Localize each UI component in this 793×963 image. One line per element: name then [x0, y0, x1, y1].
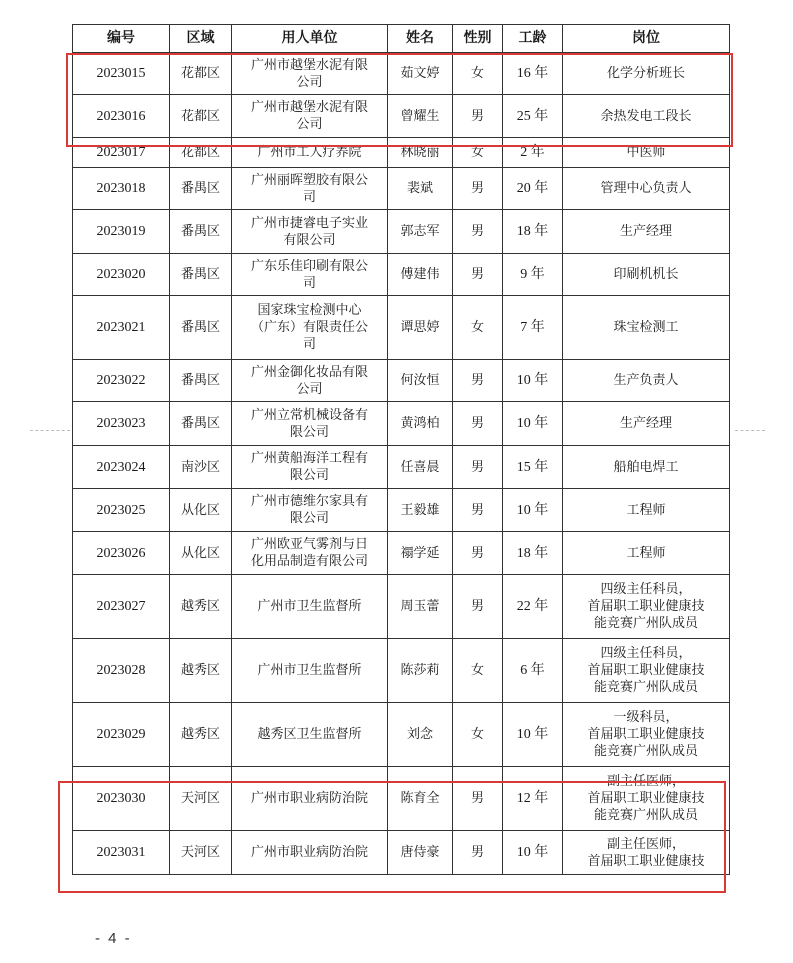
cell-district: 越秀区 — [170, 703, 232, 767]
cell-name: 王毅雄 — [388, 489, 453, 532]
scan-artifact — [735, 430, 765, 439]
cell-code: 2023021 — [73, 296, 170, 360]
cell-code: 2023019 — [73, 210, 170, 254]
cell-company: 广州黄船海洋工程有 限公司 — [232, 446, 388, 489]
cell-name: 刘念 — [388, 703, 453, 767]
table-row — [73, 639, 730, 703]
cell-district: 从化区 — [170, 532, 232, 575]
cell-role: 生产经理 — [563, 402, 730, 446]
cell-years: 15 年 — [503, 446, 563, 489]
header-gender: 性别 — [453, 25, 503, 53]
cell-gender: 男 — [453, 254, 503, 296]
cell-role: 船舶电焊工 — [563, 446, 730, 489]
cell-years: 9 年 — [503, 254, 563, 296]
cell-gender: 男 — [453, 575, 503, 639]
cell-district: 番禺区 — [170, 296, 232, 360]
cell-code: 2023018 — [73, 168, 170, 210]
cell-role: 化学分析班长 — [563, 53, 730, 95]
cell-years: 25 年 — [503, 95, 563, 138]
header-code: 编号 — [73, 25, 170, 53]
cell-district: 越秀区 — [170, 639, 232, 703]
cell-role: 印刷机机长 — [563, 254, 730, 296]
page-number: - 4 - — [95, 930, 132, 947]
cell-years: 2 年 — [503, 138, 563, 168]
table-row — [73, 138, 730, 168]
header-role: 岗位 — [563, 25, 730, 53]
cell-gender: 男 — [453, 831, 503, 875]
cell-company: 广州市越堡水泥有限 公司 — [232, 95, 388, 138]
cell-years: 10 年 — [503, 703, 563, 767]
cell-name: 黄鸿柏 — [388, 402, 453, 446]
cell-district: 番禺区 — [170, 254, 232, 296]
cell-name: 林晓丽 — [388, 138, 453, 168]
table-row — [73, 296, 730, 360]
table-row — [73, 767, 730, 831]
table-row — [73, 402, 730, 446]
table-header-row — [73, 25, 730, 53]
table-row — [73, 446, 730, 489]
cell-gender: 男 — [453, 402, 503, 446]
cell-district: 番禺区 — [170, 360, 232, 402]
scan-artifact — [30, 430, 70, 439]
cell-district: 从化区 — [170, 489, 232, 532]
cell-years: 10 年 — [503, 489, 563, 532]
cell-name: 唐侍豪 — [388, 831, 453, 875]
cell-company: 广州市职业病防治院 — [232, 831, 388, 875]
cell-code: 2023024 — [73, 446, 170, 489]
cell-code: 2023023 — [73, 402, 170, 446]
cell-company: 越秀区卫生监督所 — [232, 703, 388, 767]
cell-role: 管理中心负责人 — [563, 168, 730, 210]
header-name: 姓名 — [388, 25, 453, 53]
cell-name: 茹文婷 — [388, 53, 453, 95]
cell-role: 生产负责人 — [563, 360, 730, 402]
cell-role: 余热发电工段长 — [563, 95, 730, 138]
cell-years: 22 年 — [503, 575, 563, 639]
cell-years: 20 年 — [503, 168, 563, 210]
cell-code: 2023030 — [73, 767, 170, 831]
cell-code: 2023015 — [73, 53, 170, 95]
cell-district: 花都区 — [170, 53, 232, 95]
cell-company: 广州市职业病防治院 — [232, 767, 388, 831]
table-row — [73, 168, 730, 210]
cell-gender: 男 — [453, 360, 503, 402]
table-row — [73, 210, 730, 254]
cell-years: 10 年 — [503, 402, 563, 446]
cell-years: 18 年 — [503, 532, 563, 575]
cell-years: 7 年 — [503, 296, 563, 360]
cell-company: 广州市越堡水泥有限 公司 — [232, 53, 388, 95]
cell-role: 四级主任科员， 首届职工职业健康技 能竞赛广州队成员 — [563, 575, 730, 639]
table-row — [73, 532, 730, 575]
table-row — [73, 53, 730, 95]
table-row — [73, 575, 730, 639]
cell-role: 副主任医师， 首届职工职业健康技 — [563, 831, 730, 875]
cell-district: 越秀区 — [170, 575, 232, 639]
cell-gender: 女 — [453, 639, 503, 703]
cell-district: 花都区 — [170, 95, 232, 138]
cell-company: 广州丽晖塑胶有限公 司 — [232, 168, 388, 210]
cell-name: 周玉蕾 — [388, 575, 453, 639]
cell-gender: 男 — [453, 168, 503, 210]
cell-name: 傅建伟 — [388, 254, 453, 296]
cell-company: 广州欧亚气雾剂与日 化用品制造有限公司 — [232, 532, 388, 575]
cell-role: 副主任医师， 首届职工职业健康技 能竞赛广州队成员 — [563, 767, 730, 831]
cell-code: 2023020 — [73, 254, 170, 296]
cell-code: 2023025 — [73, 489, 170, 532]
cell-gender: 男 — [453, 489, 503, 532]
header-company: 用人单位 — [232, 25, 388, 53]
cell-gender: 女 — [453, 703, 503, 767]
cell-name: 曾耀生 — [388, 95, 453, 138]
cell-code: 2023026 — [73, 532, 170, 575]
cell-code: 2023022 — [73, 360, 170, 402]
cell-name: 禤学延 — [388, 532, 453, 575]
cell-name: 谭思婷 — [388, 296, 453, 360]
cell-district: 花都区 — [170, 138, 232, 168]
cell-name: 郭志军 — [388, 210, 453, 254]
cell-company: 广东乐佳印刷有限公 司 — [232, 254, 388, 296]
cell-gender: 男 — [453, 446, 503, 489]
cell-name: 任喜晨 — [388, 446, 453, 489]
cell-district: 南沙区 — [170, 446, 232, 489]
personnel-table — [72, 24, 730, 875]
table-row — [73, 254, 730, 296]
cell-district: 天河区 — [170, 831, 232, 875]
cell-role: 珠宝检测工 — [563, 296, 730, 360]
cell-role: 四级主任科员， 首届职工职业健康技 能竞赛广州队成员 — [563, 639, 730, 703]
cell-years: 6 年 — [503, 639, 563, 703]
cell-company: 广州市德维尔家具有 限公司 — [232, 489, 388, 532]
cell-role: 中医师 — [563, 138, 730, 168]
cell-name: 何汝恒 — [388, 360, 453, 402]
cell-company: 广州市工人疗养院 — [232, 138, 388, 168]
cell-gender: 男 — [453, 532, 503, 575]
cell-name: 陈育全 — [388, 767, 453, 831]
cell-role: 一级科员， 首届职工职业健康技 能竞赛广州队成员 — [563, 703, 730, 767]
cell-name: 陈莎莉 — [388, 639, 453, 703]
cell-district: 番禺区 — [170, 402, 232, 446]
cell-years: 18 年 — [503, 210, 563, 254]
cell-role: 生产经理 — [563, 210, 730, 254]
cell-code: 2023028 — [73, 639, 170, 703]
cell-code: 2023016 — [73, 95, 170, 138]
table-row — [73, 95, 730, 138]
cell-district: 番禺区 — [170, 210, 232, 254]
cell-gender: 女 — [453, 138, 503, 168]
cell-code: 2023017 — [73, 138, 170, 168]
header-district: 区域 — [170, 25, 232, 53]
cell-gender: 女 — [453, 53, 503, 95]
cell-name: 裴斌 — [388, 168, 453, 210]
cell-company: 国家珠宝检测中心 （广东）有限责任公 司 — [232, 296, 388, 360]
cell-district: 番禺区 — [170, 168, 232, 210]
cell-gender: 女 — [453, 296, 503, 360]
cell-district: 天河区 — [170, 767, 232, 831]
cell-gender: 男 — [453, 95, 503, 138]
table-row — [73, 703, 730, 767]
table-row — [73, 831, 730, 875]
cell-gender: 男 — [453, 210, 503, 254]
cell-years: 12 年 — [503, 767, 563, 831]
header-years: 工龄 — [503, 25, 563, 53]
cell-company: 广州立常机械设备有 限公司 — [232, 402, 388, 446]
cell-company: 广州金御化妆品有限 公司 — [232, 360, 388, 402]
cell-role: 工程师 — [563, 532, 730, 575]
cell-company: 广州市捷睿电子实业 有限公司 — [232, 210, 388, 254]
cell-company: 广州市卫生监督所 — [232, 575, 388, 639]
cell-years: 10 年 — [503, 360, 563, 402]
table-row — [73, 489, 730, 532]
cell-code: 2023027 — [73, 575, 170, 639]
cell-years: 10 年 — [503, 831, 563, 875]
cell-company: 广州市卫生监督所 — [232, 639, 388, 703]
cell-code: 2023031 — [73, 831, 170, 875]
cell-years: 16 年 — [503, 53, 563, 95]
cell-gender: 男 — [453, 767, 503, 831]
cell-role: 工程师 — [563, 489, 730, 532]
cell-code: 2023029 — [73, 703, 170, 767]
table-row — [73, 360, 730, 402]
